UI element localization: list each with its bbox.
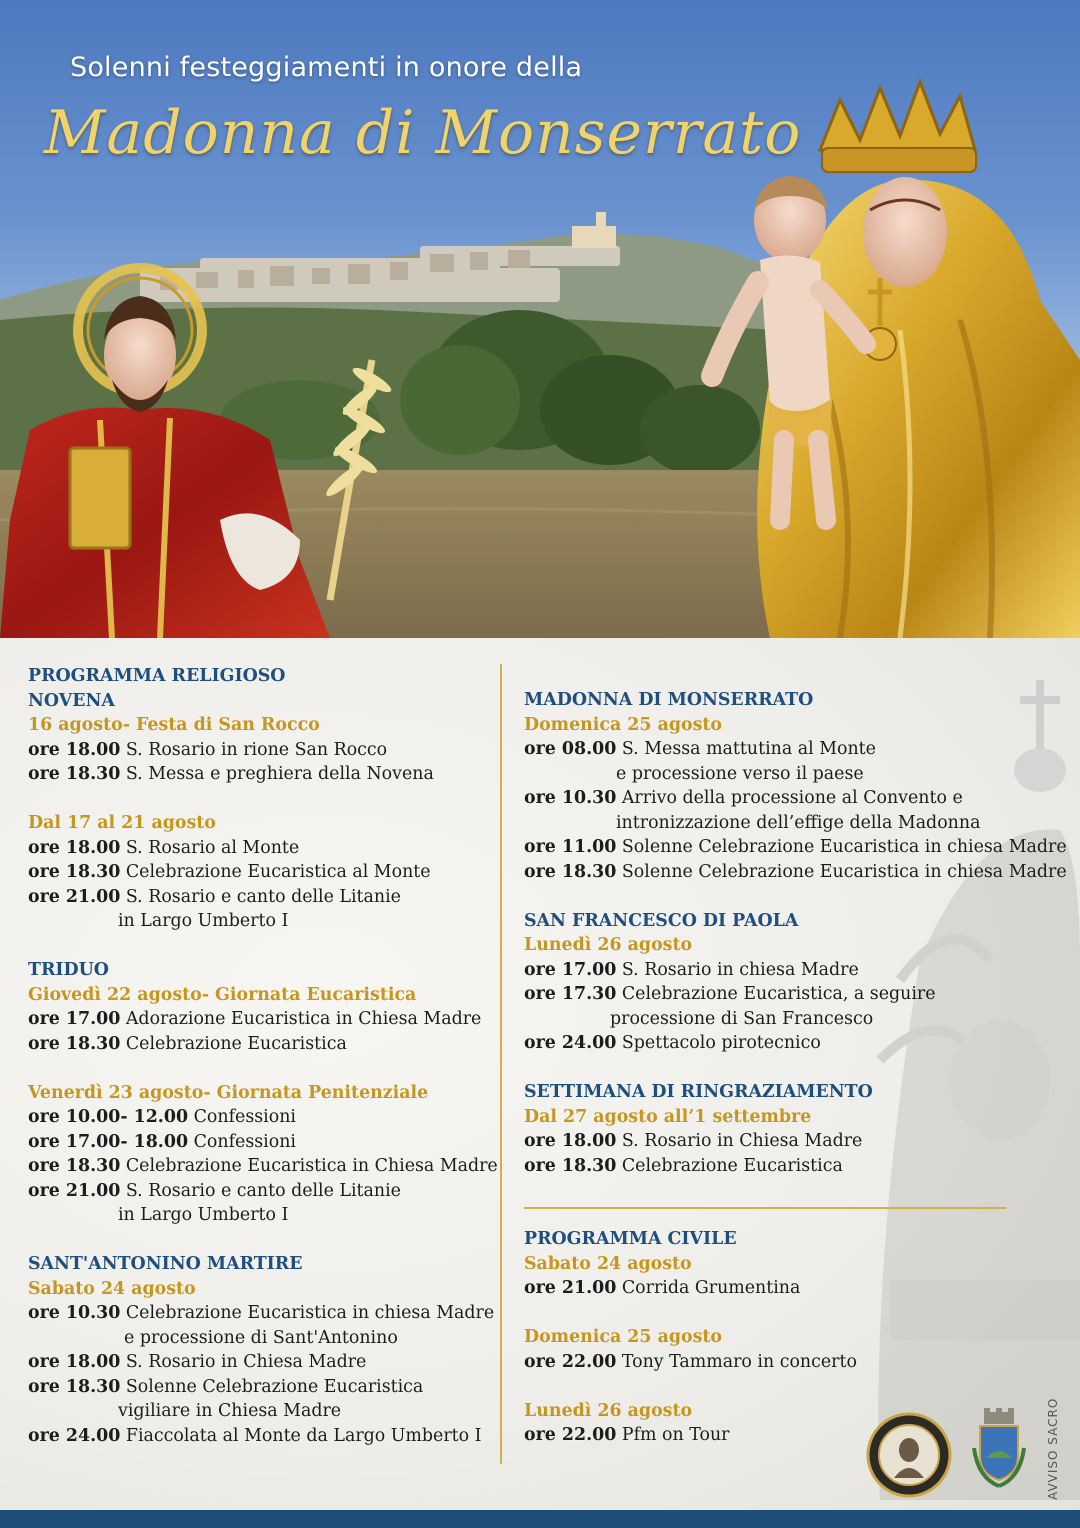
civil-program-divider: [524, 1207, 1006, 1209]
event-date: Venerdì 23 agosto- Giornata Penitenziale: [28, 1082, 429, 1103]
column-divider: [500, 664, 502, 1464]
event-date: Dal 27 agosto all’1 settembre: [524, 1106, 812, 1127]
event-line: ore 17.00 S. Rosario in chiesa Madre: [524, 959, 859, 980]
madonna-title: MADONNA DI MONSERRATO: [524, 690, 814, 710]
event-line: ore 10.30 Celebrazione Eucaristica in chiesa Madre: [28, 1303, 495, 1323]
event-date: Domenica 25 agosto: [524, 714, 723, 735]
event-line: ore 24.00 Fiaccolata al Monte da Largo Umberto I: [28, 1425, 482, 1446]
event-line-continuation: in Largo Umberto I: [118, 911, 289, 931]
event-line: ore 18.30 Celebrazione Eucaristica: [524, 1155, 843, 1176]
event-date: Giovedì 22 agosto- Giornata Eucaristica: [28, 984, 417, 1005]
event-line-continuation: e processione verso il paese: [616, 763, 864, 784]
event-line: ore 17.00- 18.00 Confessioni: [28, 1131, 296, 1152]
event-line: ore 24.00 Spettacolo pirotecnico: [524, 1033, 821, 1053]
event-date: 16 agosto- Festa di San Rocco: [28, 715, 320, 735]
event-line: ore 17.00 Adorazione Eucaristica in Chiesa Madre: [28, 1009, 482, 1029]
event-line: ore 21.00 S. Rosario e canto delle Litanie: [28, 886, 401, 907]
event-line: ore 18.00 S. Rosario in rione San Rocco: [28, 739, 388, 760]
event-line: ore 10.00- 12.00 Confessioni: [28, 1107, 296, 1127]
bottom-bar: [0, 1510, 1080, 1528]
event-date: Lunedì 26 agosto: [524, 935, 693, 955]
religious-program-left: [28, 664, 498, 1448]
program-title: PROGRAMMA RELIGIOSO: [28, 666, 286, 686]
event-line: ore 21.00 Corrida Grumentina: [524, 1278, 801, 1298]
event-line: ore 18.30 Solenne Celebrazione Eucaristica: [28, 1376, 424, 1397]
event-line: ore 18.30 S. Messa e preghiera della Novena: [28, 764, 434, 784]
event-date: Domenica 25 agosto: [524, 1327, 723, 1347]
event-line-continuation: in Largo Umberto I: [118, 1205, 289, 1225]
event-line: ore 22.00 Tony Tammaro in concerto: [524, 1351, 857, 1372]
event-line: ore 18.30 Solenne Celebrazione Eucaristica in chiesa Madre: [524, 861, 1067, 882]
settimana-title: SETTIMANA DI RINGRAZIAMENTO: [524, 1082, 873, 1102]
municipal-crest-icon: [972, 1408, 1026, 1488]
hero-photo-illustration: [0, 0, 1080, 638]
novena-title: NOVENA: [28, 690, 115, 711]
hero-banner: [0, 0, 1080, 638]
event-line: ore 18.00 S. Rosario in Chiesa Madre: [524, 1131, 863, 1151]
event-date: Dal 17 al 21 agosto: [28, 813, 216, 833]
event-line: ore 18.30 Celebrazione Eucaristica: [28, 1033, 347, 1054]
antonino-title: SANT'ANTONINO MARTIRE: [28, 1254, 303, 1274]
event-line: ore 17.30 Celebrazione Eucaristica, a seguire: [524, 984, 936, 1004]
event-line: ore 10.30 Arrivo della processione al Convento e: [524, 788, 963, 808]
event-line: ore 08.00 S. Messa mattutina al Monte: [524, 739, 876, 759]
avviso-sacro-label: AVVISO SACRO: [1046, 1397, 1060, 1500]
religious-program-right: [524, 688, 1067, 1448]
francesco-title: SAN FRANCESCO DI PAOLA: [524, 910, 799, 931]
event-date: Sabato 24 agosto: [28, 1278, 196, 1299]
event-line: ore 18.30 Celebrazione Eucaristica al Monte: [28, 862, 431, 882]
event-line-continuation: vigiliare in Chiesa Madre: [118, 1401, 342, 1421]
event-line: ore 18.00 S. Rosario al Monte: [28, 837, 300, 858]
event-line: ore 18.00 S. Rosario in Chiesa Madre: [28, 1352, 367, 1372]
hero-title: Madonna di Monserrato: [44, 98, 802, 168]
event-date: Sabato 24 agosto: [524, 1253, 692, 1274]
event-line: ore 21.00 S. Rosario e canto delle Litanie: [28, 1180, 401, 1201]
event-line: ore 11.00 Solenne Celebrazione Eucaristica in chiesa Madre: [524, 837, 1067, 857]
event-line: ore 22.00 Pfm on Tour: [524, 1425, 730, 1445]
triduo-title: TRIDUO: [28, 960, 109, 980]
event-line-continuation: e processione di Sant'Antonino: [124, 1327, 398, 1348]
hero-subtitle: Solenni festeggiamenti in onore della: [70, 52, 583, 83]
event-date: Lunedì 26 agosto: [524, 1400, 693, 1421]
event-line-continuation: intronizzazione dell’effige della Madonna: [616, 812, 981, 833]
event-line-continuation: processione di San Francesco: [610, 1008, 874, 1029]
event-line: ore 18.30 Celebrazione Eucaristica in Chiesa Madre: [28, 1156, 498, 1176]
parish-seal-icon: [866, 1412, 952, 1498]
civile-title: PROGRAMMA CIVILE: [524, 1229, 737, 1249]
